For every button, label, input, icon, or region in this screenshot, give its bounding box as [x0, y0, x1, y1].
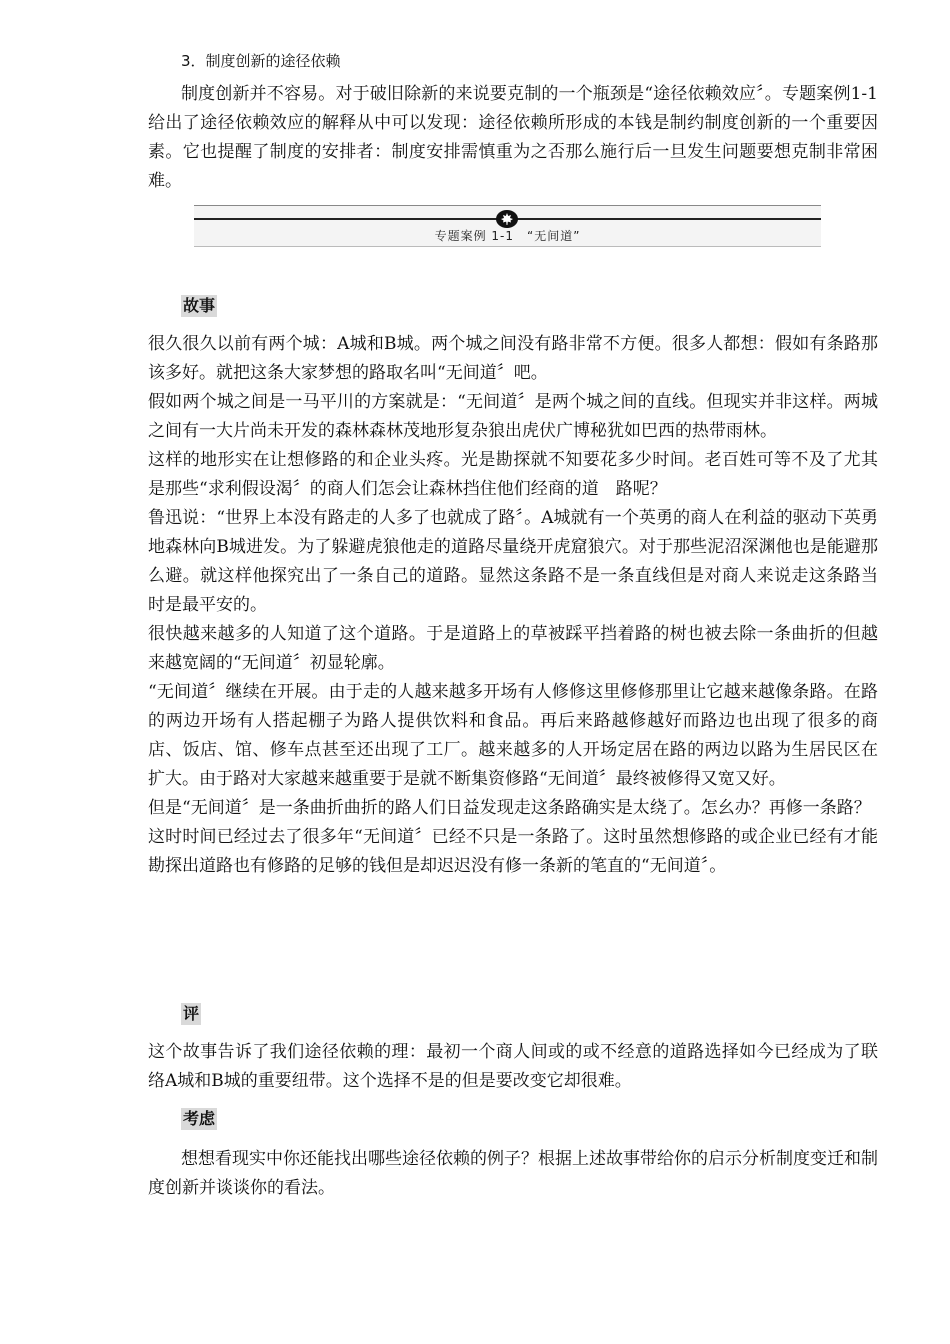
story-body: [148, 330, 878, 881]
maple-leaf-icon: [496, 210, 518, 228]
story-paragraph: 很快越来越多的人知道了这个道路。于是道路上的草被踩平挡着路的树也被去除一条曲折的但越来越宽阔的“无间道〞初显轮廓。: [148, 624, 878, 673]
section-heading: 3．制度创新的途径依赖: [181, 52, 341, 70]
story-paragraph: 很久很久以前有两个城：A城和B城。两个城之间没有路非常不方便。很多人都想：假如有条路那该多好。就把这条大家梦想的路取名叫“无间道〞吧。: [148, 334, 878, 383]
story-paragraph: 这样的地形实在让想修路的和企业头疼。光是勘探就不知要花多少时间。老百姓可等不及了尤其是那些“求利假设渴〞的商人们怎会让森林挡住他们经商的道 路呢？: [148, 450, 878, 499]
story-paragraph: 这时时间已经过去了很多年“无间道〞已经不只是一条路了。这时虽然想修路的或企业已经有才能勘探出道路也有修路的足够的钱但是却迟迟没有修一条新的笔直的“无间道〞。: [148, 827, 878, 876]
story-label: 故事: [183, 296, 216, 315]
intro-paragraph: 制度创新并不容易。对于破旧除新的来说要克制的一个瓶颈是“途径依赖效应〞。专题案例1-1给出了途径依赖效应的解释从中可以发现：途径依赖所形成的本钱是制约制度创新的一个重要因素。它也提醒了制度的安排者：制度安排需慎重为之否那么施行后一旦发生问题要想克制非常困难。: [148, 84, 878, 191]
case-banner: [194, 205, 821, 247]
story-paragraph: 但是“无间道〞是一条曲折曲折的路人们日益发现走这条路确实是太绕了。怎幺办？再修一条路？: [148, 798, 871, 818]
story-paragraph: 假如两个城之间是一马平川的方案就是：“无间道〞是两个城之间的直线。但现实并非这样。两城之间有一大片尚未开发的森林森林茂地形复杂狼出虎伏广博秘犹如巴西的热带雨林。: [148, 392, 878, 441]
consider-label: 考虑: [183, 1109, 216, 1128]
consider-paragraph: 想想看现实中你还能找出哪些途径依赖的例子？根据上述故事带给你的启示分析制度变迁和制度创新并谈谈你的看法。: [148, 1149, 878, 1198]
comment-label: 评: [183, 1004, 200, 1023]
story-paragraph: 鲁迅说：“世界上本没有路走的人多了也就成了路〞。A城就有一个英勇的商人在利益的驱动下英勇地森林向B城进发。为了躲避虎狼他走的道路尽量绕开虎窟狼穴。对于那些泥沼深渊他也是能避那么避。就这样他探究出了一条自己的道路。显然这条路不是一条直线但是对商人来说走这条路当时是最平安的。: [148, 508, 878, 615]
comment-paragraph: 这个故事告诉了我们途径依赖的理：最初一个商人间或的或不经意的道路选择如今已经成为了联络A城和B城的重要纽带。这个选择不是的但是要改变它却很难。: [148, 1042, 878, 1091]
case-banner-title: 专题案例 1-1 “无间道”: [434, 229, 581, 243]
story-paragraph: “无间道〞继续在开展。由于走的人越来越多开场有人修修这里修修那里让它越来越像条路。在路的两边开场有人搭起棚子为路人提供饮料和食品。再后来路越修越好而路边也出现了很多的商店、饭店、馆、修车点甚至还出现了工厂。越来越多的人开场定居在路的两边以路为生居民区在扩大。由于路对大家越来越重要于是就不断集资修路“无间道〞最终被修得又宽又好。: [148, 682, 878, 789]
